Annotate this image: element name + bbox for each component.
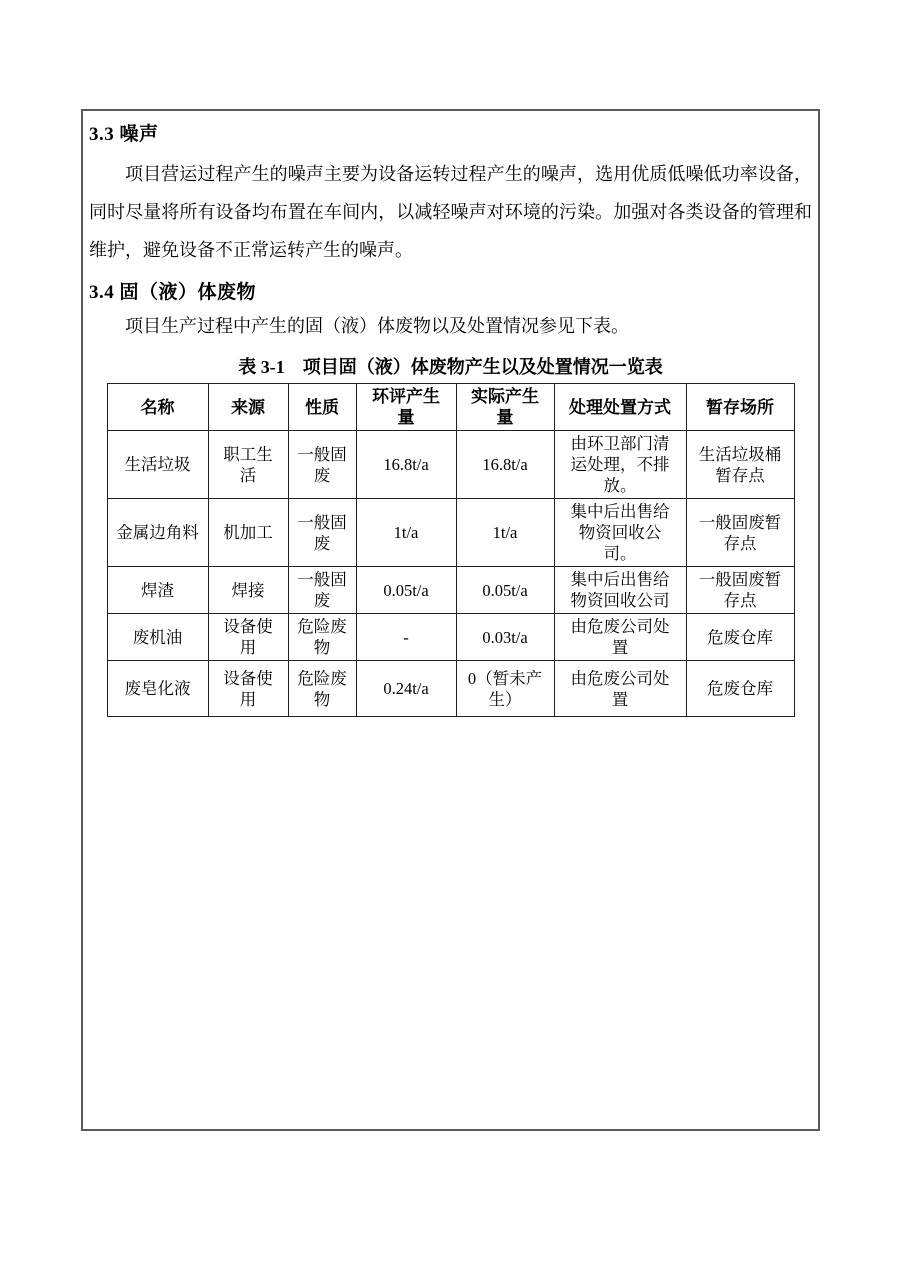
column-header: 实际产生量 [456, 384, 554, 431]
table-cell: 1t/a [356, 499, 456, 567]
column-header: 暂存场所 [686, 384, 794, 431]
table-cell: 0.03t/a [456, 614, 554, 661]
column-header: 名称 [107, 384, 208, 431]
column-header: 处理处置方式 [554, 384, 686, 431]
table-row [107, 567, 794, 614]
table-cell: 0.05t/a [356, 567, 456, 614]
column-header: 来源 [208, 384, 288, 431]
table-row [107, 661, 794, 717]
table-cell: 一般固废 [288, 499, 356, 567]
table-cell: 一般固废 [288, 567, 356, 614]
table-cell: 金属边角料 [107, 499, 208, 567]
section-3-3-paragraph: 项目营运过程产生的噪声主要为设备运转过程产生的噪声，选用优质低噪低功率设备，同时尽量将所有设备均布置在车间内，以减轻噪声对环境的污染。加强对各类设备的管理和维护，避免设备不正常运转产生的噪声。 [89, 164, 812, 260]
table-cell: 生活垃圾桶暂存点 [686, 431, 794, 499]
section-3-4-paragraph: 项目生产过程中产生的固（液）体废物以及处置情况参见下表。 [125, 316, 629, 336]
table-cell: 废皂化液 [107, 661, 208, 717]
column-header: 环评产生量 [356, 384, 456, 431]
table-row [107, 431, 794, 499]
table-row [107, 614, 794, 661]
waste-disposal-table [107, 383, 795, 717]
table-cell: - [356, 614, 456, 661]
table-cell: 一般固废 [288, 431, 356, 499]
table-cell: 由危废公司处置 [554, 614, 686, 661]
table-cell: 危废仓库 [686, 661, 794, 717]
table-cell: 生活垃圾 [107, 431, 208, 499]
table-cell: 由危废公司处置 [554, 661, 686, 717]
table-row [107, 499, 794, 567]
table-cell: 设备使用 [208, 661, 288, 717]
column-header: 性质 [288, 384, 356, 431]
table-title: 表 3-1 项目固（液）体废物产生以及处置情况一览表 [238, 357, 663, 377]
table-cell: 0.24t/a [356, 661, 456, 717]
table-cell: 废机油 [107, 614, 208, 661]
table-cell: 由环卫部门清运处理，不排放。 [554, 431, 686, 499]
table-cell: 集中后出售给物资回收公司 [554, 567, 686, 614]
waste-table-header [107, 384, 794, 431]
table-cell: 危险废物 [288, 614, 356, 661]
waste-table-body [107, 431, 794, 717]
table-cell: 0（暂未产生） [456, 661, 554, 717]
table-cell: 焊渣 [107, 567, 208, 614]
section-3-3-heading: 3.3 噪声 [89, 124, 159, 145]
table-cell: 16.8t/a [456, 431, 554, 499]
section-3-4-heading: 3.4 固（液）体废物 [89, 282, 257, 303]
table-cell: 机加工 [208, 499, 288, 567]
header-row [107, 384, 794, 431]
table-cell: 焊接 [208, 567, 288, 614]
table-cell: 一般固废暂存点 [686, 499, 794, 567]
table-cell: 0.05t/a [456, 567, 554, 614]
table-cell: 危险废物 [288, 661, 356, 717]
table-cell: 集中后出售给物资回收公司。 [554, 499, 686, 567]
table-cell: 16.8t/a [356, 431, 456, 499]
table-cell: 一般固废暂存点 [686, 567, 794, 614]
table-cell: 职工生活 [208, 431, 288, 499]
table-cell: 危废仓库 [686, 614, 794, 661]
content-border-box [81, 109, 820, 1131]
table-cell: 1t/a [456, 499, 554, 567]
table-cell: 设备使用 [208, 614, 288, 661]
